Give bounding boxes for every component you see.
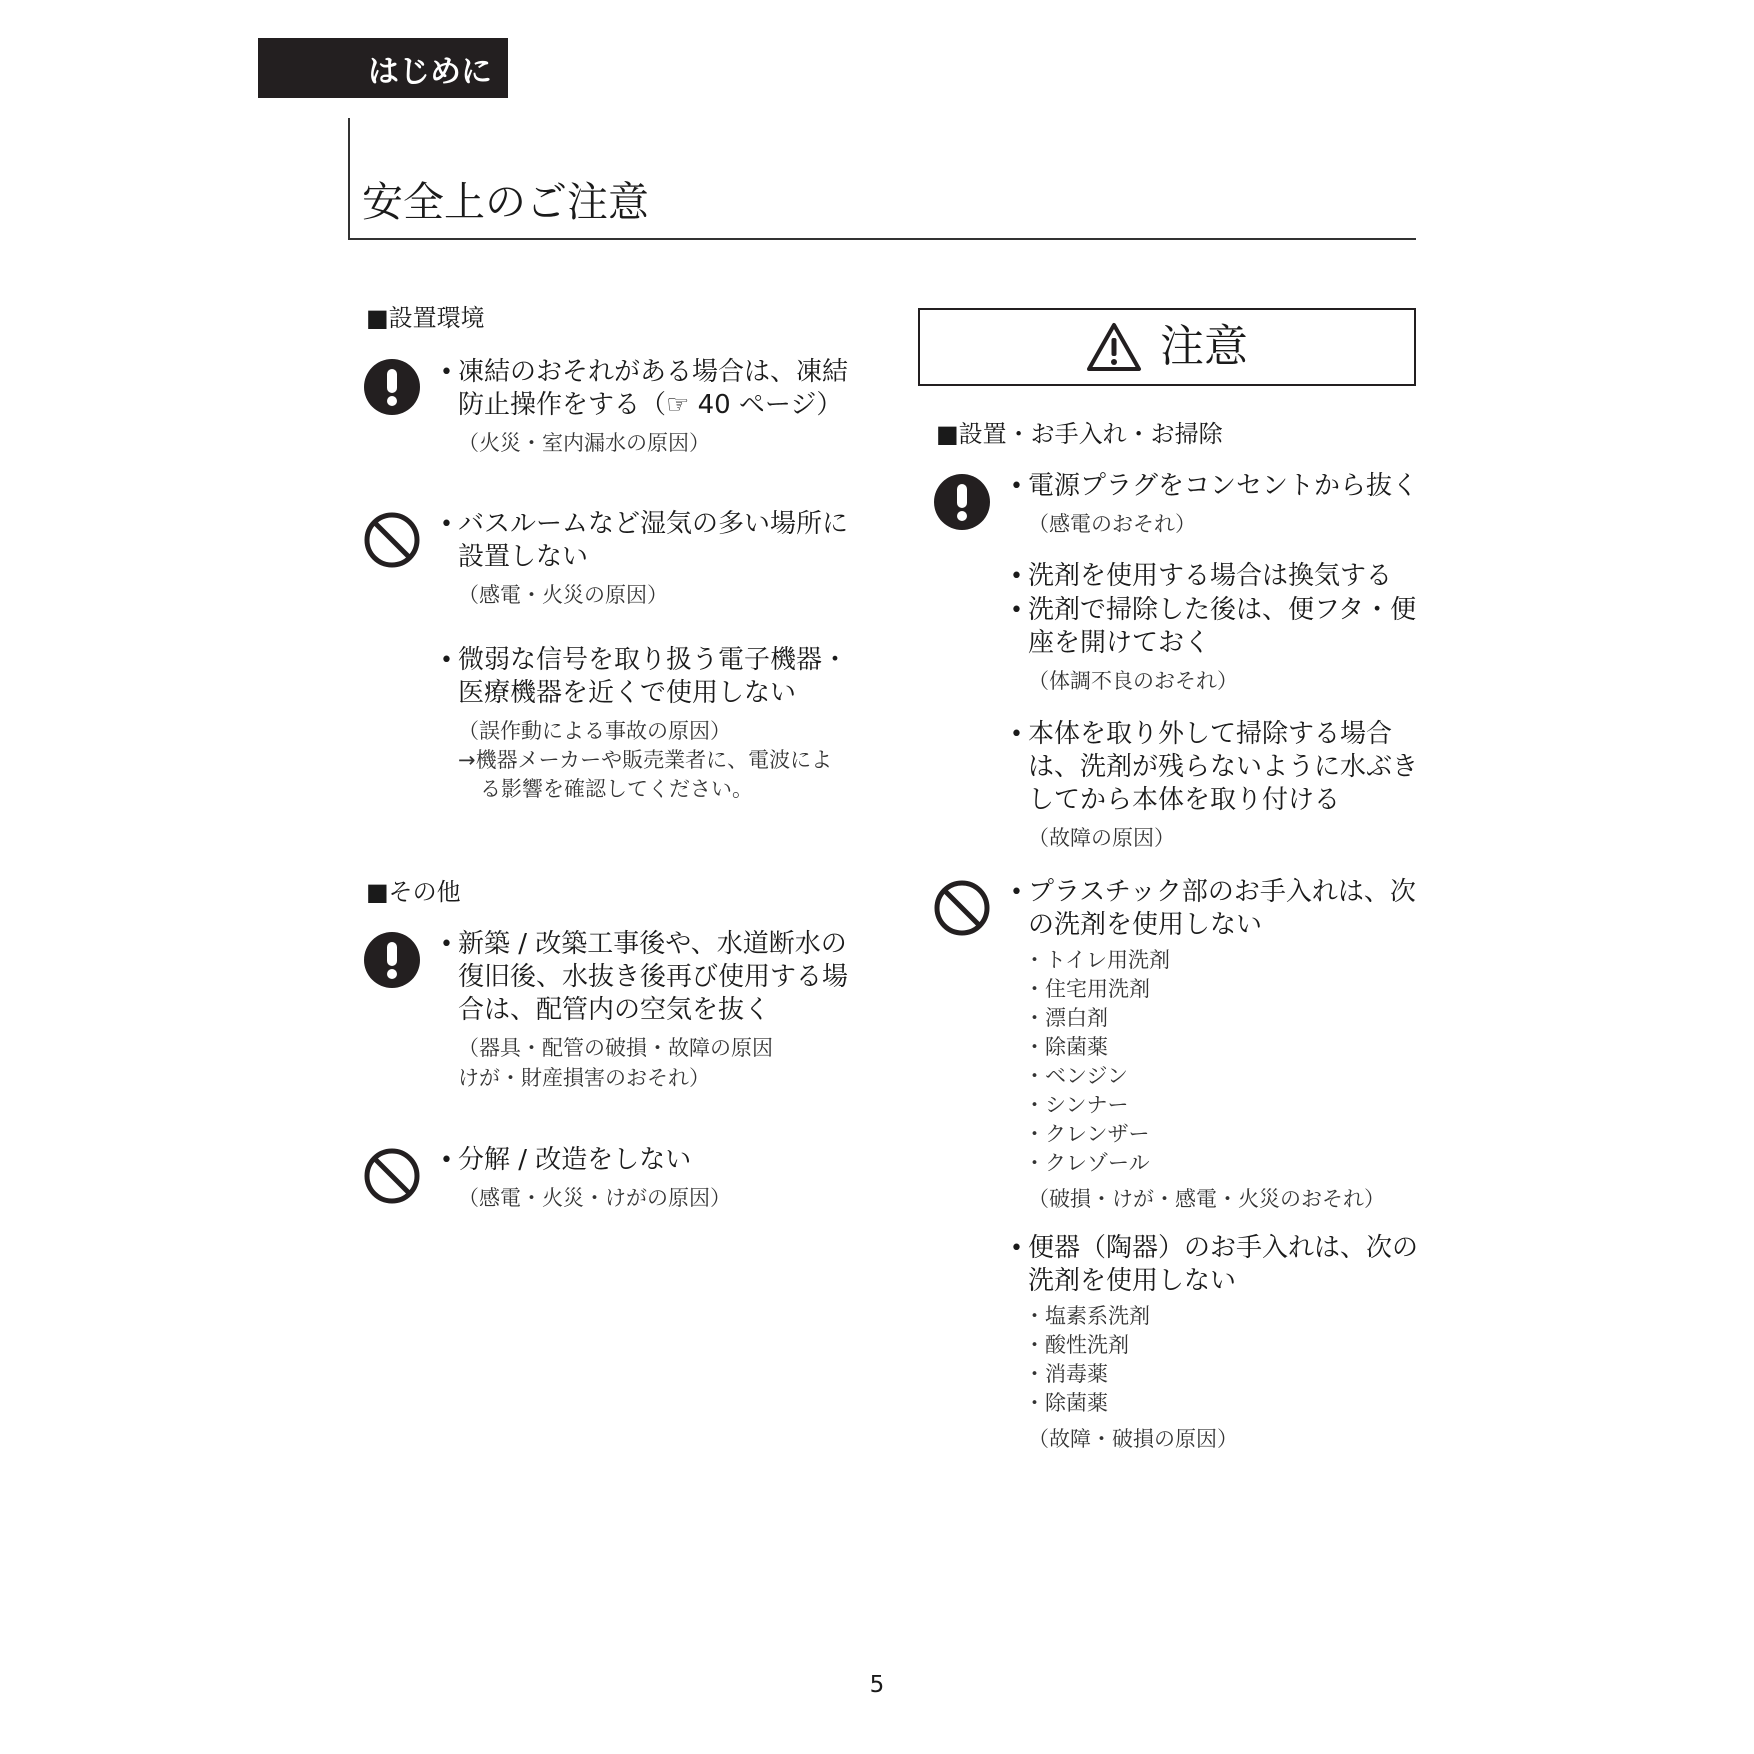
item-reason: （感電・火災・けがの原因）: [458, 1186, 731, 1210]
list-item: ・ 除菌薬: [1028, 1033, 1420, 1062]
title-rule-horizontal: [348, 238, 1416, 240]
warning-triangle-icon: [1086, 322, 1142, 372]
list-item: ・ 塩素系洗剤: [1028, 1302, 1420, 1331]
item-reason: （体調不良のおそれ）: [1028, 669, 1238, 693]
item-text: • 微弱な信号を取り扱う電子機器・医療機器を近くで使用しない: [440, 644, 850, 710]
prohibition-icon: [934, 880, 990, 936]
list-item: ・ クレゾール: [1028, 1149, 1420, 1178]
care-item-5: [1010, 876, 1420, 1214]
list-item: ・ 漂白剤: [1028, 1004, 1420, 1033]
page-number: 5: [869, 1672, 885, 1698]
install-env-item-3: [440, 644, 850, 804]
item-reason: （故障・破損の原因）: [1028, 1427, 1238, 1451]
install-env-item-2: [440, 508, 850, 610]
item-text: • 本体を取り外して掃除する場合は、洗剤が残らないように水ぶきしてから本体を取り付ける: [1010, 718, 1420, 817]
item-text: • バスルームなど湿気の多い場所に設置しない: [440, 508, 850, 574]
caution-banner: [918, 308, 1416, 386]
item-reason: （故障の原因）: [1028, 826, 1175, 850]
list-item: ・ 除菌薬: [1028, 1389, 1420, 1418]
care-item-1: [1010, 470, 1420, 539]
care-item-4: [1010, 718, 1420, 853]
item-text: • 凍結のおそれがある場合は、凍結防止操作をする（☞ 40 ページ）: [440, 356, 850, 422]
section-tab-label: はじめに: [368, 53, 492, 90]
list-item: ・ トイレ用洗剤: [1028, 946, 1420, 975]
title-rule-vertical: [348, 118, 350, 240]
item-reason: （誤作動による事故の原因）: [458, 719, 731, 743]
item-text: • 電源プラグをコンセントから抜く: [1010, 470, 1420, 503]
item-reason: （感電のおそれ）: [1028, 512, 1196, 536]
item-reason: （破損・けが・感電・火災のおそれ）: [1028, 1187, 1385, 1211]
care-item-2: [1010, 560, 1420, 593]
section-tab: [258, 38, 508, 98]
item-text: • プラスチック部のお手入れは、次の洗剤を使用しない: [1010, 876, 1420, 942]
care-item-3: [1010, 594, 1420, 696]
care-heading: ■設置・お手入れ・お掃除: [936, 420, 1223, 448]
mandatory-action-icon: [364, 359, 420, 415]
caution-label: 注意: [1160, 321, 1248, 372]
list-item: ・ シンナー: [1028, 1091, 1420, 1120]
other-heading: ■その他: [366, 878, 461, 906]
mandatory-action-icon: [934, 474, 990, 530]
list-item: ・ クレンザー: [1028, 1120, 1420, 1149]
other-item-1: [440, 928, 850, 1093]
list-item: ・ ベンジン: [1028, 1062, 1420, 1091]
item-text: • 洗剤を使用する場合は換気する: [1010, 560, 1420, 593]
install-env-item-1: [440, 356, 850, 458]
care-item-6: [1010, 1232, 1420, 1454]
item-note: →機器メーカーや販売業者に、電波による影響を確認してください。: [458, 748, 833, 801]
item-text: • 便器（陶器）のお手入れは、次の洗剤を使用しない: [1010, 1232, 1420, 1298]
item-reason: （器具・配管の破損・故障の原因 けが・財産損害のおそれ）: [458, 1036, 773, 1090]
item-text: • 洗剤で掃除した後は、便フタ・便座を開けておく: [1010, 594, 1420, 660]
item-text: • 分解 / 改造をしない: [440, 1144, 850, 1177]
list-item: ・ 酸性洗剤: [1028, 1331, 1420, 1360]
detergent-list: [1010, 946, 1420, 1178]
other-item-2: [440, 1144, 850, 1213]
list-item: ・ 消毒薬: [1028, 1360, 1420, 1389]
item-reason: （感電・火災の原因）: [458, 583, 668, 607]
detergent-list: [1010, 1302, 1420, 1418]
page-title: 安全上のご注意: [362, 178, 649, 226]
list-item: ・ 住宅用洗剤: [1028, 975, 1420, 1004]
item-text: • 新築 / 改築工事後や、水道断水の復旧後、水抜き後再び使用する場合は、配管内の空気を抜く: [440, 928, 850, 1027]
prohibition-icon: [364, 1148, 420, 1204]
mandatory-action-icon: [364, 932, 420, 988]
install-env-heading: ■設置環境: [366, 304, 485, 332]
prohibition-icon: [364, 512, 420, 568]
item-reason: （火災・室内漏水の原因）: [458, 431, 710, 455]
